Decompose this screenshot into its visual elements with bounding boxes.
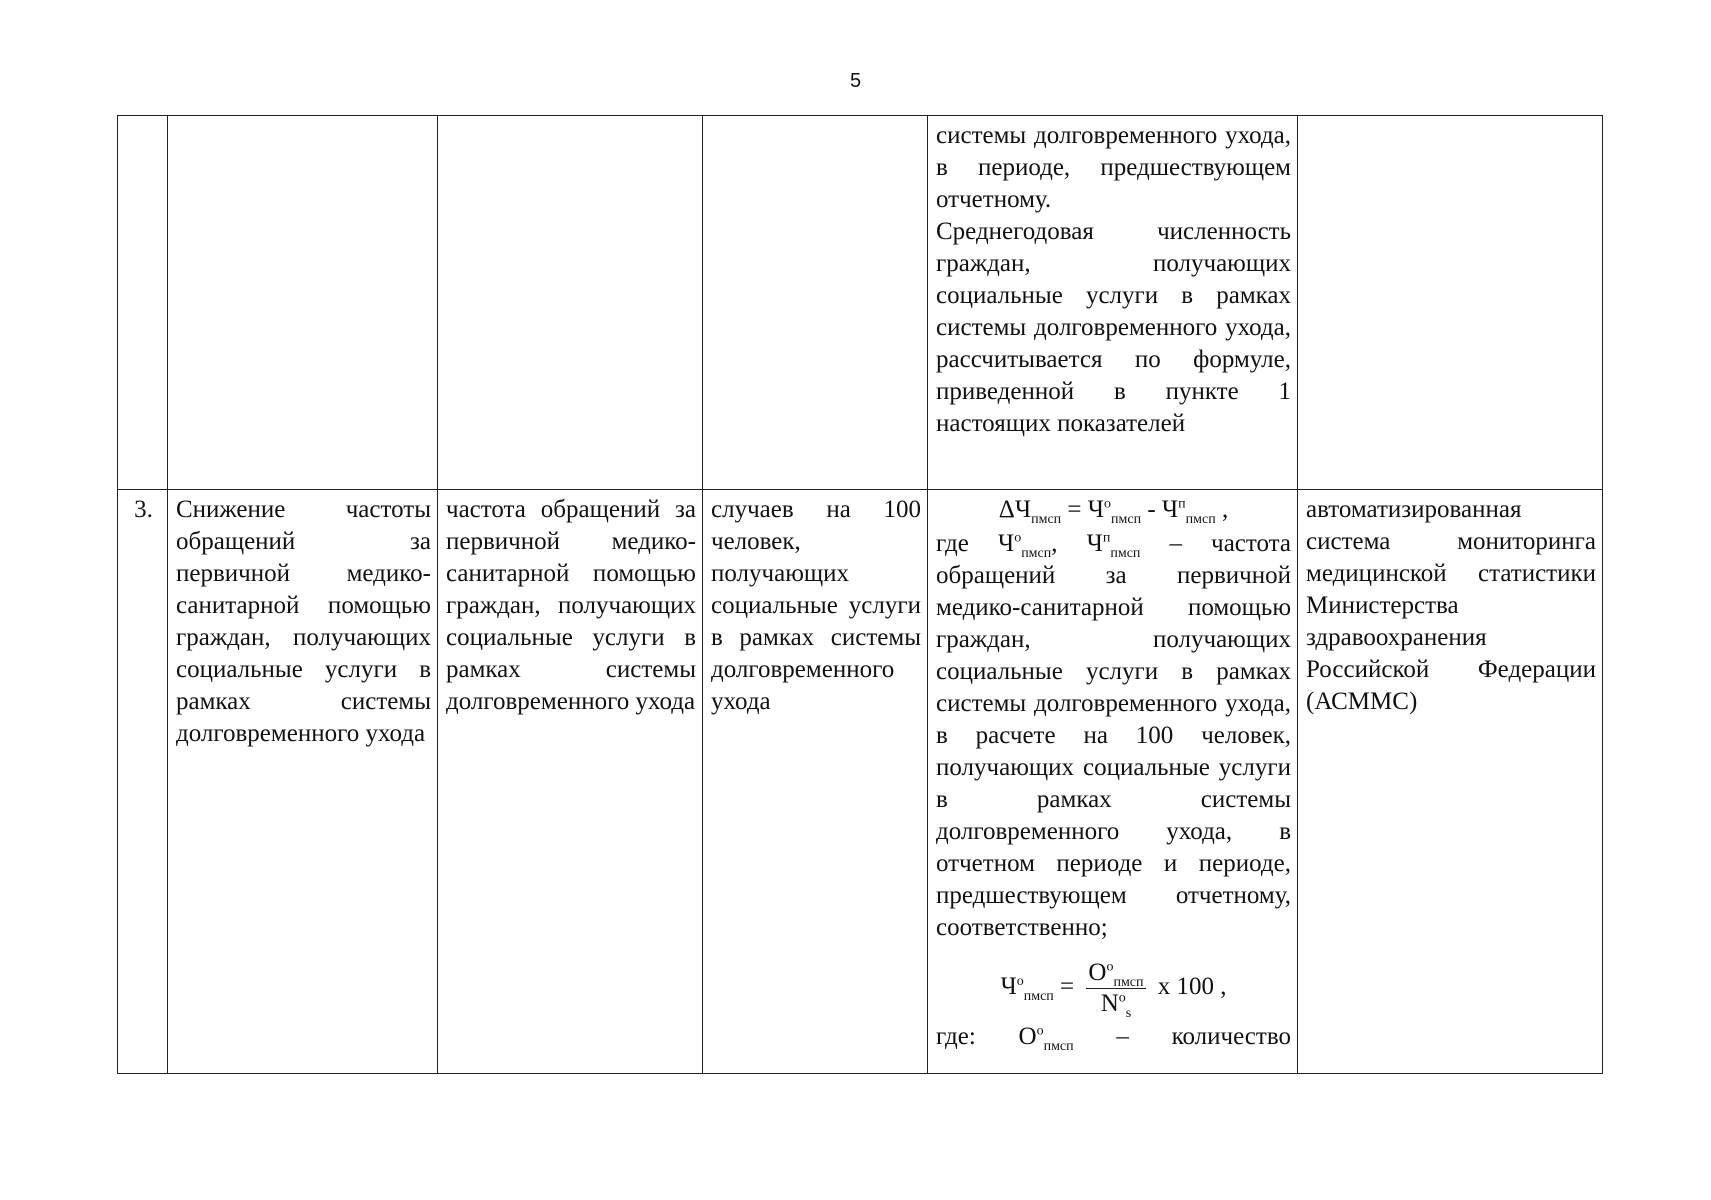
cell-source (1298, 116, 1603, 490)
cell-definition (438, 116, 703, 490)
cell-unit (703, 116, 928, 490)
formula-delta: $\Delta Ч_{пмсп} = Ч^о_{пмсп} - Ч^п_{пмсп}$ , (998, 496, 1229, 527)
formula-where-line: где: $О^о_{пмсп}$ – количество (936, 1023, 1291, 1054)
table-row (118, 490, 1603, 1074)
cell-number (118, 116, 168, 490)
indicators-table (117, 115, 1603, 1074)
data-source: автоматизированная система мониторинга медицинской статистики Министерства здравоохранения Российской Федерации (АСММС) (1298, 490, 1603, 1074)
formula-frequency: $Ч^о_{пмсп}$ = $\frac{О^о_{пмсп}}{N^о_s}$ х 100 , (1000, 959, 1227, 1021)
row-number: 3. (118, 490, 168, 1074)
page-number: 5 (849, 70, 862, 92)
formula-explanation: где $Ч^о_{пмсп}$, $Ч^п_{пмсп}$ – частота обращений за первичной медико-санитарной помощью граждан, получающих социальные услуги в рамках системы долговременного ухода, в расчете на 100 человек, получающих социальные услуги в рамках системы долговременного ухода, в отчетном периоде и периоде, предшествующем отчетному, соответственно; (936, 530, 1291, 941)
cell-indicator-name (168, 116, 438, 490)
indicator-name: Снижение частоты обращений за первичной медико-санитарной помощью граждан, получающих социальные услуги в рамках системы долговременного ухода (168, 490, 438, 1074)
cell-method (928, 116, 1298, 490)
method-text: системы долговременного ухода, в периоде, предшествующем отчетному. (936, 122, 1291, 213)
method-text-2: Среднегодовая численность граждан, получающих социальные услуги в рамках системы долговременного ухода, рассчитывается по формуле, приведенной в пункте 1 настоящих показателей (936, 218, 1291, 437)
formula-fraction: $\frac{О^о_{пмсп}}{N^о_s}$ (1088, 959, 1144, 1021)
indicator-definition: частота обращений за первичной медико-санитарной помощью граждан, получающих социальные услуги в рамках системы долговременного ухода (438, 490, 703, 1074)
table-row (118, 116, 1603, 490)
cell-method (928, 490, 1298, 1074)
unit-of-measure: случаев на 100 человек, получающих социальные услуги в рамках системы долговременного ухода (703, 490, 928, 1074)
